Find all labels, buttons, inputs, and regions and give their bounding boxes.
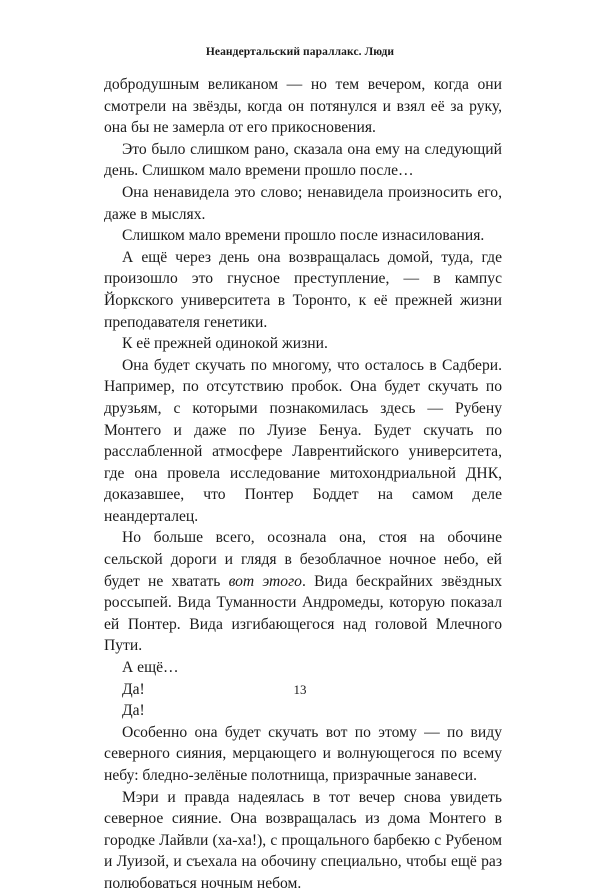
paragraph — [104, 527, 502, 657]
paragraph: Она ненавидела это слово; ненавидела произносить его, даже в мыслях. — [104, 183, 502, 223]
paragraph: Она будет скучать по многому, что осталось в Садбери. Например, по отсутствию пробок. Она будет скучать по друзьям, с которыми познакомилась здесь — Рубену Монтего и даже по Луизе Бенуа. Будет скучать по расслабленной атмосфере Лаврентийского университета, где она провела исследование митохондриальной ДНК, доказавшее, что Понтер Боддет на самом деле неандерталец. — [104, 356, 502, 525]
emphasis-text: вот этого — [228, 572, 302, 590]
paragraph: Особенно она будет скучать вот по этому — по виду северного сияния, мерцающего и волнующегося по всему небу: бледно-зелёные полотнища, призрачные занавеси. — [104, 723, 502, 784]
paragraph-text: Но больше всего, осознала она, стоя на обочине сельской дороги и глядя в безоблачное ночное небо, ей будет не хватать — [104, 529, 502, 590]
paragraph: Это было слишком рано, сказала она ему на следующий день. Слишком мало времени прошло после… — [104, 140, 502, 180]
paragraph: А ещё через день она возвращалась домой, туда, где произошло это гнусное преступление, — в кампус Йоркского университета в Торонто, к её прежней жизни преподавателя генетики. — [104, 248, 502, 331]
paragraph-text: . Вида бескрайних звёздных россыпей. Вида Туманности Андромеды, которую показал ей Понтер. Вида изгибающегося над головой Млечного Пути. — [104, 572, 502, 655]
paragraph: Мэри и правда надеялась в тот вечер снова увидеть северное сияние. Она возвращалась из дома Монтего в городке Лайвли (ха-ха!), с прощального барбекю с Рубеном и Луизой, и съехала на обочину специально, чтобы ещё раз полюбоваться ночным небом. — [104, 788, 502, 892]
body-text — [104, 74, 502, 895]
paragraph: добродушным великаном — но тем вечером, когда они смотрели на звёзды, когда он потянулся и взял её за руку, она бы не замерла от его прикосновения. — [104, 76, 502, 137]
paragraph: К её прежней одинокой жизни. — [122, 335, 328, 353]
paragraph: Слишком мало времени прошло после изнасилования. — [122, 227, 485, 245]
paragraph: А ещё… — [122, 659, 179, 677]
page-number: 13 — [293, 682, 307, 697]
running-title: Неандертальский параллакс. Люди — [205, 46, 395, 58]
paragraph: Да! — [122, 702, 145, 720]
paragraph: Да! — [122, 680, 145, 698]
